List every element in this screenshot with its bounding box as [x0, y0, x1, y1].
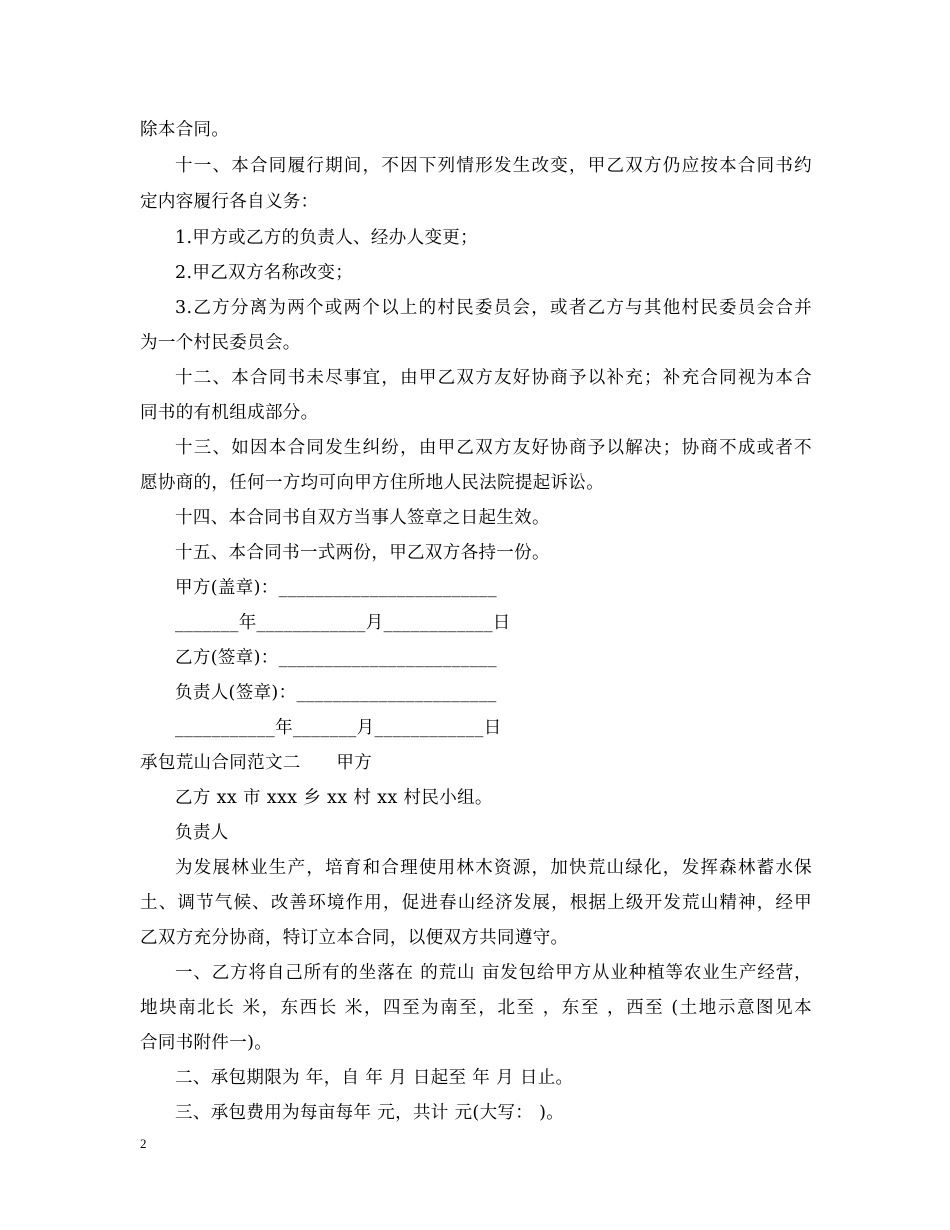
text-line: 1.甲方或乙方的负责人、经办人变更；	[175, 228, 478, 248]
signature-field: 乙方(签章)：________________________	[175, 648, 498, 668]
text-line: 十五、本合同书一式两份，甲乙双方各持一份。	[175, 543, 550, 563]
text-line: 同书的有机组成部分。	[140, 403, 319, 423]
date-field: _______年____________月____________日	[175, 613, 511, 633]
text-line: 2.甲乙双方名称改变；	[175, 263, 354, 283]
text-line: 合同书附件一)。	[140, 1033, 273, 1053]
text-line: 为发展林业生产，培育和合理使用林木资源，加快荒山绿化，发挥森林蓄水保	[175, 858, 812, 878]
date-field: ___________年_______月____________日	[175, 718, 502, 738]
text-line: 十一、本合同履行期间，不因下列情形发生改变，甲乙双方仍应按本合同书约	[175, 156, 812, 176]
text-line: 三、承包费用为每亩每年 元，共计 元(大写： )。	[175, 1103, 565, 1123]
text-line: 十二、本合同书未尽事宜，由甲乙双方友好协商予以补充；补充合同视为本合	[175, 368, 812, 388]
text-line: 一、乙方将自己所有的坐落在 的荒山 亩发包给甲方从业种植等农业生产经营，	[175, 963, 812, 983]
text-line: 负责人	[175, 823, 229, 843]
text-line: 地块南北长 米，东西长 米，四至为南至，北至 ，东至 ，西至 (土地示意图见本	[140, 998, 812, 1018]
text-line: 十四、本合同书自双方当事人签章之日起生效。	[175, 508, 550, 528]
text-line: 为一个村民委员会。	[140, 333, 301, 353]
page-number: 2	[140, 1136, 147, 1151]
text-line: 3.乙方分离为两个或两个以上的村民委员会，或者乙方与其他村民委员会合并	[175, 298, 812, 318]
signature-field: 甲方(盖章)：________________________	[175, 578, 498, 598]
text-line: 土、调节气候、改善环境作用，促进春山经济发展，根据上级开发荒山精神，经甲	[140, 893, 812, 913]
text-line: 除本合同。	[140, 120, 230, 140]
text-line: 十三、如因本合同发生纠纷，由甲乙双方友好协商予以解决；协商不成或者不	[175, 438, 812, 458]
text-line: 乙方 xx 市 xxx 乡 xx 村 xx 村民小组。	[175, 788, 493, 808]
text-line: 乙双方充分协商，特订立本合同，以便双方共同遵守。	[140, 928, 569, 948]
text-line: 定内容履行各自义务：	[140, 192, 319, 212]
signature-field: 负责人(签章)：______________________	[175, 683, 497, 703]
section-heading: 承包荒山合同范文二 甲方	[140, 753, 373, 773]
text-line: 愿协商的，任何一方均可向甲方住所地人民法院提起诉讼。	[140, 473, 605, 493]
text-line: 二、承包期限为 年，自 年 月 日起至 年 月 日止。	[175, 1068, 574, 1088]
